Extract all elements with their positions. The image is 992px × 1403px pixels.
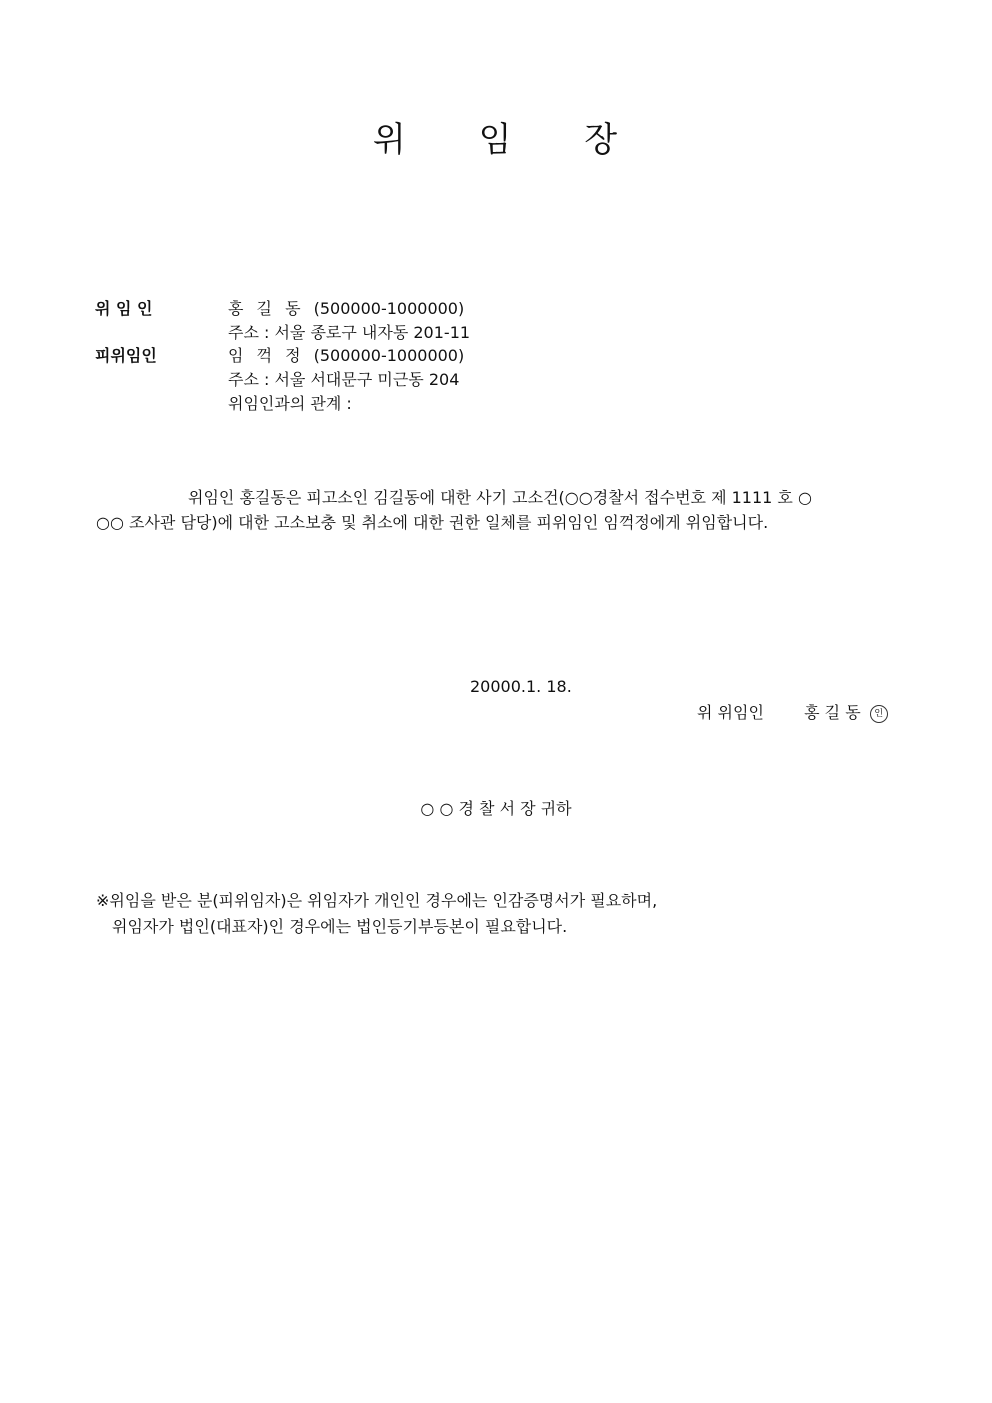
delegatee-name-id: 임 꺽 정 (500000-1000000) — [228, 346, 465, 365]
delegator-name-id: 홍 길 동 (500000-1000000) — [228, 299, 465, 318]
delegator-address: 주소 : 서울 종로구 내자동 201-11 — [228, 323, 471, 342]
body-line-2: ○○ 조사관 담당)에 대한 고소보충 및 취소에 대한 권한 일체를 피위임인 임꺽정에게 위임합니다. — [96, 513, 769, 532]
footnote-line-2: 위임자가 법인(대표자)인 경우에는 법인등기부등본이 필요합니다. — [112, 917, 568, 936]
body-paragraph — [96, 485, 896, 535]
delegator-label: 위 임 인 — [95, 299, 153, 318]
footnote-line-1: ※위임을 받은 분(피위임자)은 위임자가 개인인 경우에는 인감증명서가 필요하며, — [96, 891, 658, 910]
document-title: 위 임 장 — [372, 120, 620, 160]
delegatee-label: 피위임인 — [95, 346, 157, 365]
seal-stamp-icon: 인 — [870, 705, 888, 723]
delegatee-address: 주소 : 서울 서대문구 미근동 204 — [228, 370, 460, 389]
recipient: ○ ○ 경 찰 서 장 귀하 — [420, 799, 572, 818]
signature-line — [697, 700, 888, 723]
signature-prefix: 위 위임인 — [697, 703, 764, 722]
document-date: 20000.1. 18. — [470, 677, 572, 696]
body-line-1: 위임인 홍길동은 피고소인 김길동에 대한 사기 고소건(○○경찰서 접수번호 제 1111 호 ○ — [188, 488, 812, 507]
footnote — [96, 888, 657, 940]
delegatee-relation: 위임인과의 관계 : — [228, 394, 352, 413]
signature-name: 홍 길 동 — [804, 703, 861, 722]
